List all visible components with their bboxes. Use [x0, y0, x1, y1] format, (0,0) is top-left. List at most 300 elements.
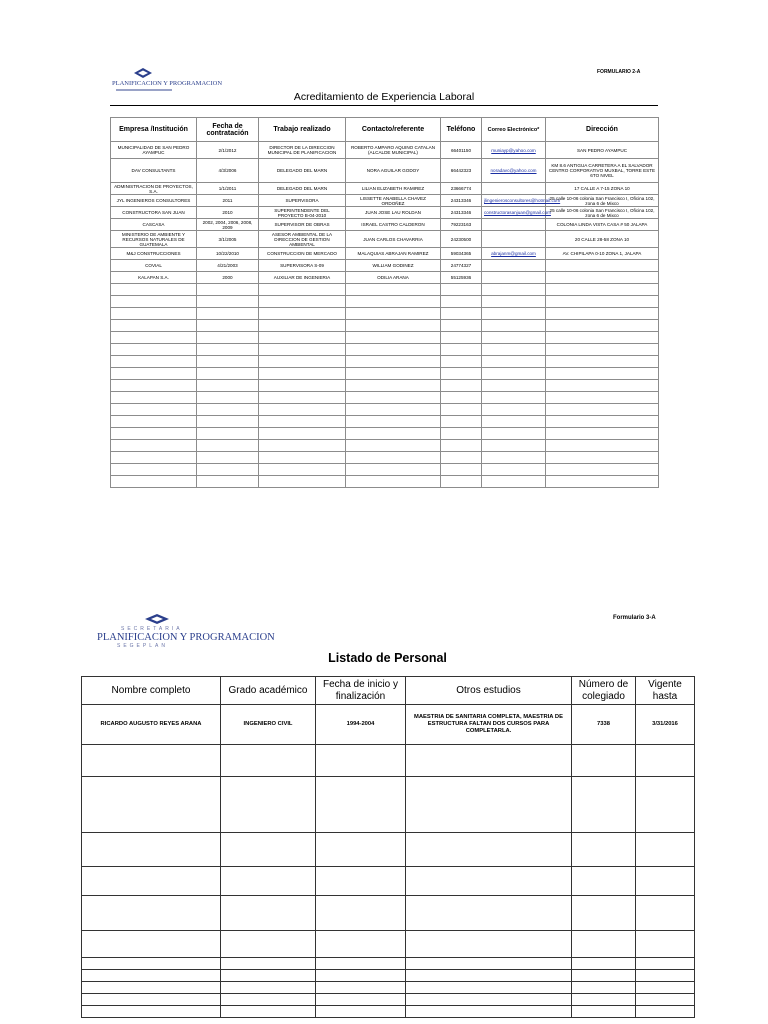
- table-cell: [346, 476, 441, 488]
- table-cell: [441, 332, 482, 344]
- logo-emblem-icon: [134, 68, 152, 80]
- table-cell: [636, 931, 695, 958]
- table-cell: [482, 284, 546, 296]
- table-cell: [441, 308, 482, 320]
- table-cell: [221, 833, 316, 867]
- table-cell: 24313346: [441, 207, 482, 219]
- table-cell: [111, 464, 197, 476]
- table-cell: [316, 931, 406, 958]
- table-cell: [546, 260, 659, 272]
- table-header-row: [111, 118, 659, 142]
- email-link[interactable]: [482, 272, 546, 284]
- table-cell: 25 calle 10-06 colonia San Francisco I, Oficina 102, zona 6 de Mixco: [546, 207, 659, 219]
- table-cell: MUNICIPALIDAD DE SAN PEDRO AYAMPUC: [111, 142, 197, 159]
- table-cell: [111, 440, 197, 452]
- table-cell: [82, 777, 221, 833]
- table-cell: SAN PEDRO AYAMPUC: [546, 142, 659, 159]
- email-link[interactable]: noradavc@yahoo.com: [482, 159, 546, 183]
- table-cell: [221, 970, 316, 982]
- column-header: Fecha de contratación: [197, 118, 259, 142]
- table-cell: [259, 308, 346, 320]
- table-cell: [546, 332, 659, 344]
- table-row: [111, 159, 659, 183]
- logo-top-text: SECRETARIA: [121, 626, 183, 632]
- table-cell: ASESOR AMBIENTAL DE LA DIRECCION DE GESTION AMBIENTAL: [259, 231, 346, 248]
- table-cell: [346, 296, 441, 308]
- table-cell: 59034365: [441, 248, 482, 260]
- table-cell: [111, 416, 197, 428]
- table-cell: CONSTRUCTORA SAN JUAN: [111, 207, 197, 219]
- table-cell: [197, 296, 259, 308]
- table-header-row: [82, 677, 695, 705]
- table-cell: [111, 332, 197, 344]
- table-cell: 2/1/2012: [197, 142, 259, 159]
- empty-table-row: [82, 982, 695, 994]
- table-cell: [197, 368, 259, 380]
- table-cell: DELEGADO DEL MARN: [259, 159, 346, 183]
- table-cell: [482, 464, 546, 476]
- table-cell: JYL INGENIEROS CONSULTORES: [111, 195, 197, 207]
- table-cell: [316, 958, 406, 970]
- table-cell: LISSETTE ANABELLA CHAVEZ ORDOÑEZ: [346, 195, 441, 207]
- table-cell: [259, 332, 346, 344]
- table-cell: [441, 440, 482, 452]
- table-cell: [197, 380, 259, 392]
- table-row: [111, 260, 659, 272]
- table-cell: SUPERVISORA S-09: [259, 260, 346, 272]
- table-cell: [441, 428, 482, 440]
- empty-table-row: [82, 970, 695, 982]
- column-header: Grado académico: [221, 677, 316, 705]
- table-cell: [636, 958, 695, 970]
- table-cell: 17 CALLE A 7-15 ZONA 10: [546, 183, 659, 195]
- table-cell: [111, 380, 197, 392]
- table-cell: [82, 970, 221, 982]
- table-cell: ODILIA ARANA: [346, 272, 441, 284]
- table-cell: [572, 970, 636, 982]
- column-header: Contacto/referente: [346, 118, 441, 142]
- empty-table-row: [111, 404, 659, 416]
- empty-table-row: [111, 332, 659, 344]
- table-cell: [441, 380, 482, 392]
- table-cell: [259, 452, 346, 464]
- table-row: [111, 248, 659, 260]
- table-cell: [316, 1006, 406, 1018]
- table-cell: [197, 416, 259, 428]
- table-cell: [316, 867, 406, 896]
- table-cell: [259, 464, 346, 476]
- logo-bottom-text: SEGEPLAN: [117, 643, 168, 649]
- table-row: [111, 183, 659, 195]
- column-header: Correo Electrónico*: [482, 118, 546, 142]
- email-link[interactable]: constructorasanjuan@gmail.com: [482, 207, 546, 219]
- table-cell: [111, 344, 197, 356]
- table-cell: ROBERTO AMPARO AQUINO CATALAN (ALCALDE MUNICIPAL): [346, 142, 441, 159]
- table-cell: [197, 344, 259, 356]
- table-cell: 20 CALLE 28-58 ZONA 10: [546, 231, 659, 248]
- table-cell: 2010: [197, 207, 259, 219]
- table-cell: [82, 745, 221, 777]
- table-cell: KM 8.6 ANTIGUA CARRETERA A EL SALVADOR CENTRO CORPORATIVO MUXBAL, TORRE ESTE 6TO NIVEL: [546, 159, 659, 183]
- table-row: [111, 207, 659, 219]
- table-cell: [546, 284, 659, 296]
- table-cell: [441, 344, 482, 356]
- table-cell: WILLIAM GODINEZ: [346, 260, 441, 272]
- table-cell: 4/21/2003: [197, 260, 259, 272]
- empty-table-row: [111, 344, 659, 356]
- table-cell: [482, 476, 546, 488]
- table-cell: [346, 356, 441, 368]
- table-cell: 2000: [197, 272, 259, 284]
- table-cell: [482, 440, 546, 452]
- table-cell: 24774327: [441, 260, 482, 272]
- table-cell: 1994-2004: [316, 705, 406, 745]
- column-header: Otros estudios: [406, 677, 572, 705]
- table-cell: [197, 476, 259, 488]
- table-cell: CONSTRUCCION DE MERCADO: [259, 248, 346, 260]
- empty-table-row: [111, 380, 659, 392]
- personnel-table: [81, 676, 695, 1018]
- empty-table-row: [82, 745, 695, 777]
- table-cell: [346, 452, 441, 464]
- table-cell: [346, 464, 441, 476]
- table-cell: [546, 476, 659, 488]
- email-link[interactable]: muniayp@yahoo.com: [482, 142, 546, 159]
- table-cell: [82, 982, 221, 994]
- table-cell: DIRECTOR DE LA DIRECCION MUNICIPAL DE PLANIFICACION: [259, 142, 346, 159]
- table-cell: [197, 332, 259, 344]
- table-cell: 66401150: [441, 142, 482, 159]
- table-cell: NORA AGUILAR GODOY: [346, 159, 441, 183]
- table-cell: AUXILIAR DE INGENIERIA: [259, 272, 346, 284]
- table-cell: [111, 296, 197, 308]
- table-cell: [482, 308, 546, 320]
- table-cell: [546, 356, 659, 368]
- table-cell: [82, 994, 221, 1006]
- table-cell: [546, 308, 659, 320]
- table-cell: [482, 380, 546, 392]
- table-cell: [259, 368, 346, 380]
- table-cell: [82, 931, 221, 958]
- table-cell: [636, 994, 695, 1006]
- table-cell: [221, 745, 316, 777]
- table-cell: [259, 428, 346, 440]
- table-cell: [636, 982, 695, 994]
- table-cell: [546, 440, 659, 452]
- table-row: [111, 219, 659, 231]
- table-cell: [636, 896, 695, 931]
- empty-table-row: [111, 356, 659, 368]
- table-cell: [572, 931, 636, 958]
- empty-table-row: [82, 833, 695, 867]
- column-header: Fecha de inicio y finalización: [316, 677, 406, 705]
- table-cell: [406, 745, 572, 777]
- table-cell: DAV CONSULTANTS: [111, 159, 197, 183]
- empty-table-row: [111, 428, 659, 440]
- empty-table-row: [111, 368, 659, 380]
- empty-table-row: [82, 931, 695, 958]
- table-cell: DELEGADO DEL MARN: [259, 183, 346, 195]
- table-cell: [316, 745, 406, 777]
- email-link[interactable]: [482, 183, 546, 195]
- form-code: Formulario 3-A: [613, 615, 656, 621]
- table-cell: [111, 476, 197, 488]
- table-cell: [482, 296, 546, 308]
- empty-table-row: [111, 440, 659, 452]
- table-cell: [482, 428, 546, 440]
- table-cell: MALAQUIAS ABRAJAN RAMIREZ: [346, 248, 441, 260]
- table-cell: [259, 296, 346, 308]
- form-code: FORMULARIO 2-A: [597, 69, 641, 75]
- table-cell: [441, 464, 482, 476]
- table-cell: [636, 1006, 695, 1018]
- table-cell: JUAN CARLOS CHAVARRIA: [346, 231, 441, 248]
- column-header: Empresa /Institución: [111, 118, 197, 142]
- table-cell: ADMINISTRACION DE PROYECTOS, S.A.: [111, 183, 197, 195]
- table-cell: [346, 380, 441, 392]
- table-cell: [441, 368, 482, 380]
- table-cell: [441, 452, 482, 464]
- table-cell: AV. CHIPILAPA 0-10 ZONA 1, JALAPA: [546, 248, 659, 260]
- empty-table-row: [82, 994, 695, 1006]
- table-cell: [572, 994, 636, 1006]
- table-cell: [221, 896, 316, 931]
- table-cell: COVIAL: [111, 260, 197, 272]
- table-cell: 24313346: [441, 195, 482, 207]
- table-cell: [316, 896, 406, 931]
- table-cell: [482, 452, 546, 464]
- table-cell: LILIAN ELIZABETH RAMIREZ: [346, 183, 441, 195]
- table-cell: [572, 982, 636, 994]
- table-cell: [221, 958, 316, 970]
- table-cell: [482, 332, 546, 344]
- table-cell: [111, 428, 197, 440]
- table-cell: [572, 867, 636, 896]
- email-link[interactable]: [482, 260, 546, 272]
- table-cell: 23666774: [441, 183, 482, 195]
- table-cell: [259, 416, 346, 428]
- table-cell: [546, 464, 659, 476]
- table-cell: [546, 320, 659, 332]
- table-cell: [197, 404, 259, 416]
- table-cell: 66442323: [441, 159, 482, 183]
- table-cell: 4/3/2006: [197, 159, 259, 183]
- table-cell: [346, 368, 441, 380]
- table-cell: [572, 958, 636, 970]
- table-cell: CASCASA: [111, 219, 197, 231]
- table-cell: [259, 440, 346, 452]
- table-cell: [636, 745, 695, 777]
- table-cell: [441, 296, 482, 308]
- table-cell: [572, 745, 636, 777]
- table-cell: [406, 777, 572, 833]
- table-cell: INGENIERO CIVIL: [221, 705, 316, 745]
- table-cell: [346, 404, 441, 416]
- empty-table-row: [82, 896, 695, 931]
- table-cell: [316, 994, 406, 1006]
- empty-table-row: [82, 867, 695, 896]
- table-cell: [346, 344, 441, 356]
- table-cell: [82, 958, 221, 970]
- table-cell: [441, 320, 482, 332]
- table-cell: [316, 833, 406, 867]
- table-cell: JUAN JOSE LAU ROLDAN: [346, 207, 441, 219]
- email-link[interactable]: [482, 219, 546, 231]
- table-cell: 2011: [197, 195, 259, 207]
- table-cell: 10/22/2010: [197, 248, 259, 260]
- table-cell: [197, 392, 259, 404]
- table-cell: COLONIA LINDA VISTA CASA # 50 JALAPA: [546, 219, 659, 231]
- table-cell: [406, 931, 572, 958]
- table-cell: [546, 272, 659, 284]
- table-cell: [441, 356, 482, 368]
- table-cell: 7338: [572, 705, 636, 745]
- experience-table: [110, 117, 659, 488]
- table-cell: 55125936: [441, 272, 482, 284]
- table-cell: [259, 344, 346, 356]
- table-cell: [346, 308, 441, 320]
- table-cell: [636, 970, 695, 982]
- table-cell: [441, 404, 482, 416]
- table-cell: [546, 380, 659, 392]
- table-cell: [82, 833, 221, 867]
- table-cell: [197, 308, 259, 320]
- planificacion-logo-large: [97, 614, 275, 649]
- table-cell: [406, 896, 572, 931]
- empty-table-row: [82, 958, 695, 970]
- empty-table-row: [111, 392, 659, 404]
- table-cell: [482, 392, 546, 404]
- table-cell: 1/1/2011: [197, 183, 259, 195]
- table-cell: SUPERVISORA: [259, 195, 346, 207]
- table-cell: [636, 777, 695, 833]
- column-header: Dirección: [546, 118, 659, 142]
- table-cell: [441, 476, 482, 488]
- table-cell: 79223163: [441, 219, 482, 231]
- table-cell: [572, 1006, 636, 1018]
- table-cell: [406, 994, 572, 1006]
- table-cell: [259, 404, 346, 416]
- table-row: [111, 142, 659, 159]
- table-cell: [111, 356, 197, 368]
- table-cell: [546, 452, 659, 464]
- table-cell: 24230500: [441, 231, 482, 248]
- column-header: Teléfono: [441, 118, 482, 142]
- table-cell: [572, 833, 636, 867]
- table-cell: [259, 476, 346, 488]
- table-cell: [221, 994, 316, 1006]
- table-cell: [259, 392, 346, 404]
- table-cell: [482, 356, 546, 368]
- table-cell: [111, 404, 197, 416]
- table-cell: [221, 867, 316, 896]
- table-cell: [82, 896, 221, 931]
- column-header: Número de colegiado: [572, 677, 636, 705]
- table-cell: SUPERVISOR DE OBRAS: [259, 219, 346, 231]
- table-cell: [482, 404, 546, 416]
- table-cell: [406, 1006, 572, 1018]
- empty-table-row: [111, 476, 659, 488]
- table-cell: MINISTERIO DE AMBIENTE Y RECURSOS NATURALES DE GUATEMALA: [111, 231, 197, 248]
- empty-table-row: [111, 464, 659, 476]
- column-header: Trabajo realizado: [259, 118, 346, 142]
- table-cell: [346, 332, 441, 344]
- table-cell: [197, 356, 259, 368]
- table-cell: 3/31/2016: [636, 705, 695, 745]
- empty-table-row: [111, 320, 659, 332]
- table-cell: [572, 896, 636, 931]
- table-cell: [546, 428, 659, 440]
- table-row: [82, 705, 695, 745]
- empty-table-row: [82, 777, 695, 833]
- table-cell: [197, 320, 259, 332]
- table-cell: [111, 392, 197, 404]
- empty-table-row: [82, 1006, 695, 1018]
- table-cell: [316, 777, 406, 833]
- empty-table-row: [111, 308, 659, 320]
- table-cell: [546, 344, 659, 356]
- table-cell: [346, 416, 441, 428]
- table-cell: [406, 833, 572, 867]
- table-cell: [406, 970, 572, 982]
- table-cell: [221, 1006, 316, 1018]
- empty-table-row: [111, 284, 659, 296]
- table-cell: 25 calle 10-06 colonia San Francisco I, Oficina 102, zona 6 de Mixco: [546, 195, 659, 207]
- table-cell: [197, 464, 259, 476]
- title-rule: [110, 105, 658, 106]
- table-cell: [259, 320, 346, 332]
- table-cell: [197, 440, 259, 452]
- table-cell: [482, 416, 546, 428]
- table-row: [111, 272, 659, 284]
- table-cell: [482, 368, 546, 380]
- table-cell: [346, 284, 441, 296]
- table-cell: [441, 416, 482, 428]
- table-cell: [546, 416, 659, 428]
- table-cell: [197, 452, 259, 464]
- table-cell: [259, 284, 346, 296]
- table-cell: [546, 404, 659, 416]
- email-link[interactable]: abrajanm@gmail.com: [482, 248, 546, 260]
- logo-text: PLANIFICACION Y PROGRAMACION: [97, 632, 275, 643]
- table-cell: [482, 344, 546, 356]
- table-cell: [482, 320, 546, 332]
- table-cell: [636, 833, 695, 867]
- table-cell: [346, 440, 441, 452]
- table-cell: [82, 1006, 221, 1018]
- table-cell: 2002, 2004, 2006, 2008, 2009: [197, 219, 259, 231]
- table-cell: [346, 320, 441, 332]
- email-link[interactable]: [482, 231, 546, 248]
- table-cell: [346, 392, 441, 404]
- table-cell: 3/1/2005: [197, 231, 259, 248]
- table-cell: [406, 867, 572, 896]
- table-cell: [406, 958, 572, 970]
- table-cell: [346, 428, 441, 440]
- table-cell: [111, 284, 197, 296]
- table-cell: RICARDO AUGUSTO REYES ARANA: [82, 705, 221, 745]
- table-cell: [197, 284, 259, 296]
- email-link[interactable]: jlingenierosconsultores@hotmail.com: [482, 195, 546, 207]
- table-row: [111, 231, 659, 248]
- table-cell: [111, 452, 197, 464]
- logo-text: PLANIFICACION Y PROGRAMACION: [112, 80, 223, 87]
- table-cell: [111, 308, 197, 320]
- section-title: Listado de Personal: [328, 651, 447, 665]
- logo-emblem-icon: [145, 614, 169, 626]
- column-header: Vigente hasta: [636, 677, 695, 705]
- table-cell: [197, 428, 259, 440]
